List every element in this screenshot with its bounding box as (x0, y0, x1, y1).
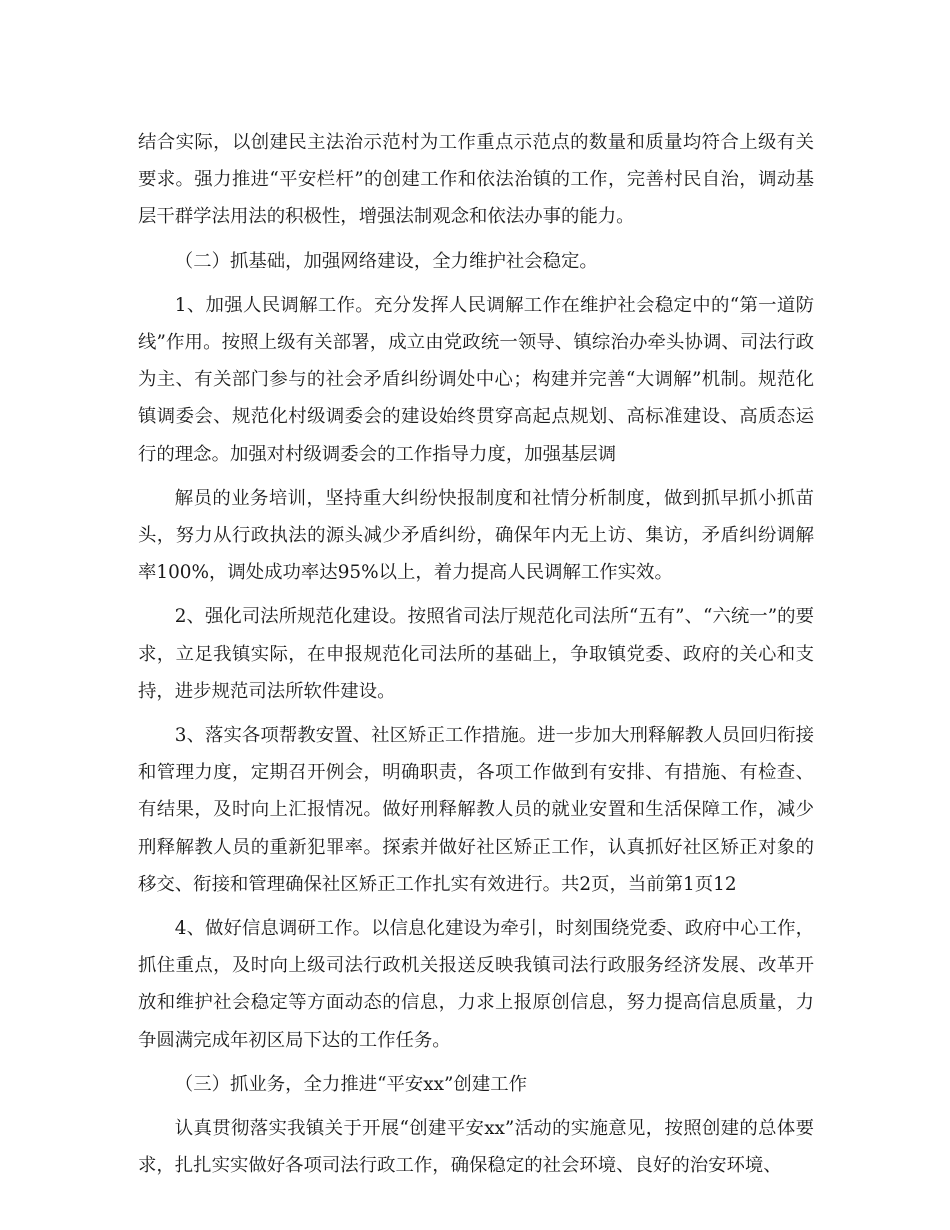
document-body (138, 124, 814, 1184)
section-heading-two: （二）抓基础，加强网络建设，全力维护社会稳定。 (174, 250, 598, 272)
paragraph-mediator-training: 解员的业务培训，坚持重大纠纷快报制度和社情分析制度，做到抓早抓小抓苗头，努力从行政执法的源头减少矛盾纠纷，确保年内无上访、集访，矛盾纠纷调解率100%，调处成功率达95%以上，着力提高人民调解工作实效。 (138, 487, 814, 584)
paragraph-information-research: 4、做好信息调研工作。以信息化建设为牵引，时刻围绕党委、政府中心工作，抓住重点，及时向上级司法行政机关报送反映我镇司法行政服务经济发展、改革开放和维护社会稳定等方面动态的信息，力求上报原创信息，努力提高信息质量，力争圆满完成年初区局下达的工作任务。 (138, 918, 814, 1051)
paragraph-democracy-rule-of-law: 结合实际，以创建民主法治示范村为工作重点示范点的数量和质量均符合上级有关要求。强力推进“平安栏杆”的创建工作和依法治镇的工作，完善村民自治，调动基层干群学法用法的积极性，增强法制观念和依法办事的能力。 (138, 132, 814, 228)
paragraph-people-mediation: 1、加强人民调解工作。充分发挥人民调解工作在维护社会稳定中的“第一道防线”作用。按照上级有关部署，成立由党政统一领导、镇综治办牵头协调、司法行政为主、有关部门参与的社会矛盾纠纷调处中心；构建并完善“大调解”机制。规范化镇调委会、规范化村级调委会的建设始终贯穿高起点规划、高标准建设、高质态运行的理念。加强对村级调委会的工作指导力度，加强基层调 (138, 294, 814, 465)
paragraph-safe-xx-implementation: 认真贯彻落实我镇关于开展“创建平安xx”活动的实施意见，按照创建的总体要求，扎扎实实做好各项司法行政工作，确保稳定的社会环境、良好的治安环境、 (138, 1118, 814, 1177)
section-heading-three: （三）抓业务，全力推进“平安xx”创建工作 (174, 1073, 527, 1095)
paragraph-judicial-office-standardization: 2、强化司法所规范化建设。按照省司法厅规范化司法所“五有”、“六统一”的要求，立足我镇实际，在申报规范化司法所的基础上，争取镇党委、政府的关心和支持，进步规范司法所软件建设。 (138, 606, 814, 702)
paragraph-community-correction: 3、落实各项帮教安置、社区矫正工作措施。进一步加大刑释解教人员回归衔接和管理力度，定期召开例会，明确职责，各项工作做到有安排、有措施、有检查、有结果，及时向上汇报情况。做好刑释解教人员的就业安置和生活保障工作，减少刑释解教人员的重新犯罪率。探索并做好社区矫正工作，认真抓好社区矫正对象的移交、衔接和管理确保社区矫正工作扎实有效进行。共2页，当前第1页12 (138, 725, 814, 895)
